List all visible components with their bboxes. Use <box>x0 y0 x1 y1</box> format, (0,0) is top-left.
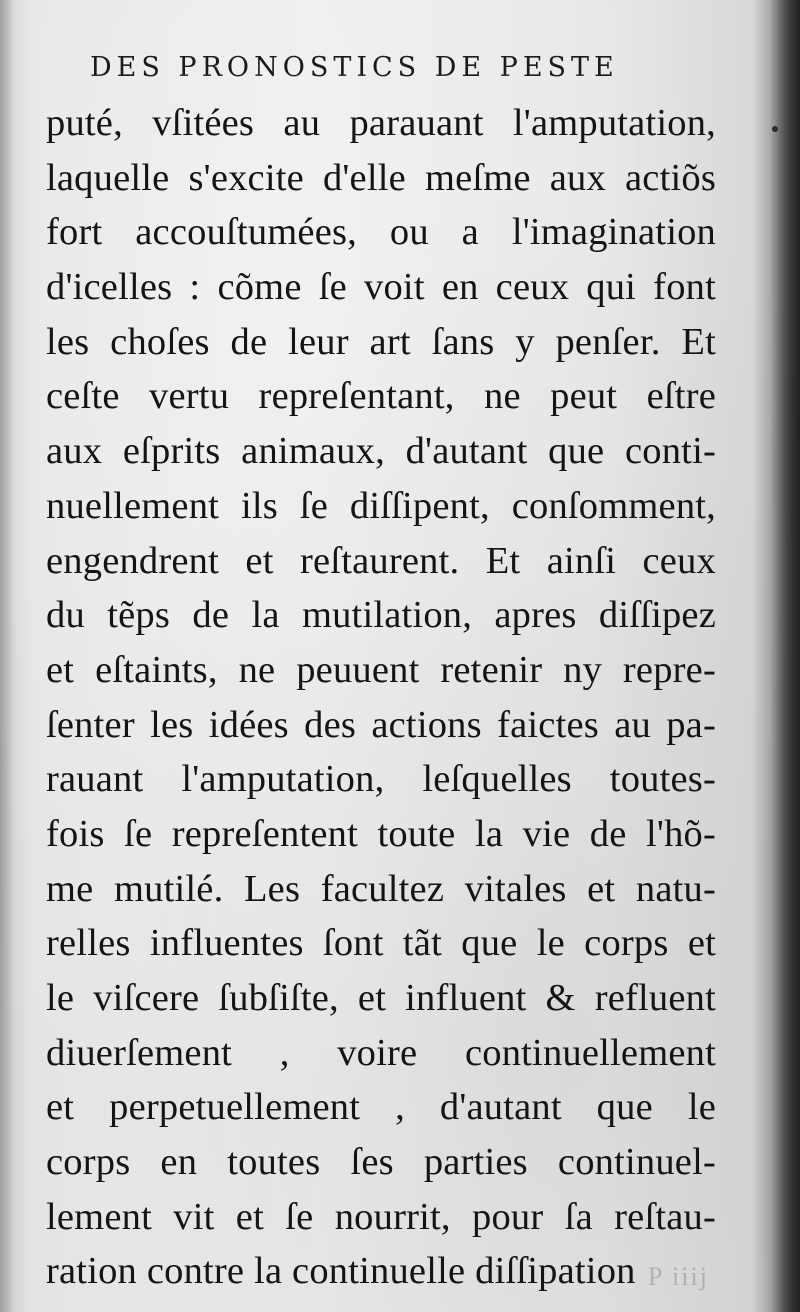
text-line: laquelle s'excite d'elle meſme aux actiõs <box>46 156 716 199</box>
ink-speck <box>772 126 778 132</box>
body-text <box>46 96 716 1299</box>
text-line: corps en toutes ſes parties continuel- <box>46 1141 716 1184</box>
text-line: et eſtaints, ne peuuent retenir ny repre- <box>46 648 716 691</box>
text-line: fort accouſtumées, ou a l'imagination <box>46 211 716 254</box>
text-line: d'icelles : cõme ſe voit en ceux qui font <box>46 266 716 309</box>
text-line: le viſcere ſubſiſte, et influent & refluent <box>46 977 716 1019</box>
text-line: nuellement ils ſe diſſipent, conſomment, <box>46 484 716 527</box>
text-line: me mutilé. Les facultez vitales et natu- <box>46 867 716 910</box>
text-line: les choſes de leur art ſans y penſer. Et <box>46 320 716 363</box>
text-line: ſenter les idées des actions faictes au pa- <box>46 703 716 746</box>
text-line: ceſte vertu repreſentant, ne peut eſtre <box>46 375 716 418</box>
running-head: DES PRONOSTICS DE PESTE <box>90 52 619 83</box>
page-left-edge-shadow <box>0 0 14 1312</box>
page-gutter-shadow <box>770 0 800 1312</box>
text-line: fois ſe repreſentent toute la vie de l'hõ- <box>46 812 716 855</box>
text-line: du tẽps de la mutilation, apres diſſipez <box>46 594 716 637</box>
text-line: engendrent et reſtaurent. Et ainſi ceux <box>46 539 716 582</box>
text-line: lement vit et ſe nourrit, pour ſa reſtau- <box>46 1195 716 1238</box>
text-line: relles influentes ſont tãt que le corps et <box>46 922 716 965</box>
text-line: puté, vſitées au parauant l'amputation, <box>46 102 716 144</box>
text-line: diuerſement , voire continuellement <box>46 1031 716 1074</box>
text-line: et perpetuellement , d'autant que le <box>46 1086 716 1129</box>
text-line: rauant l'amputation, leſquelles toutes- <box>46 758 716 801</box>
signature-mark: P iiij <box>648 1262 709 1291</box>
text-line: ration contre la continuelle diſſipation <box>46 1250 636 1293</box>
text-line: aux eſprits animaux, d'autant que conti- <box>46 430 716 473</box>
